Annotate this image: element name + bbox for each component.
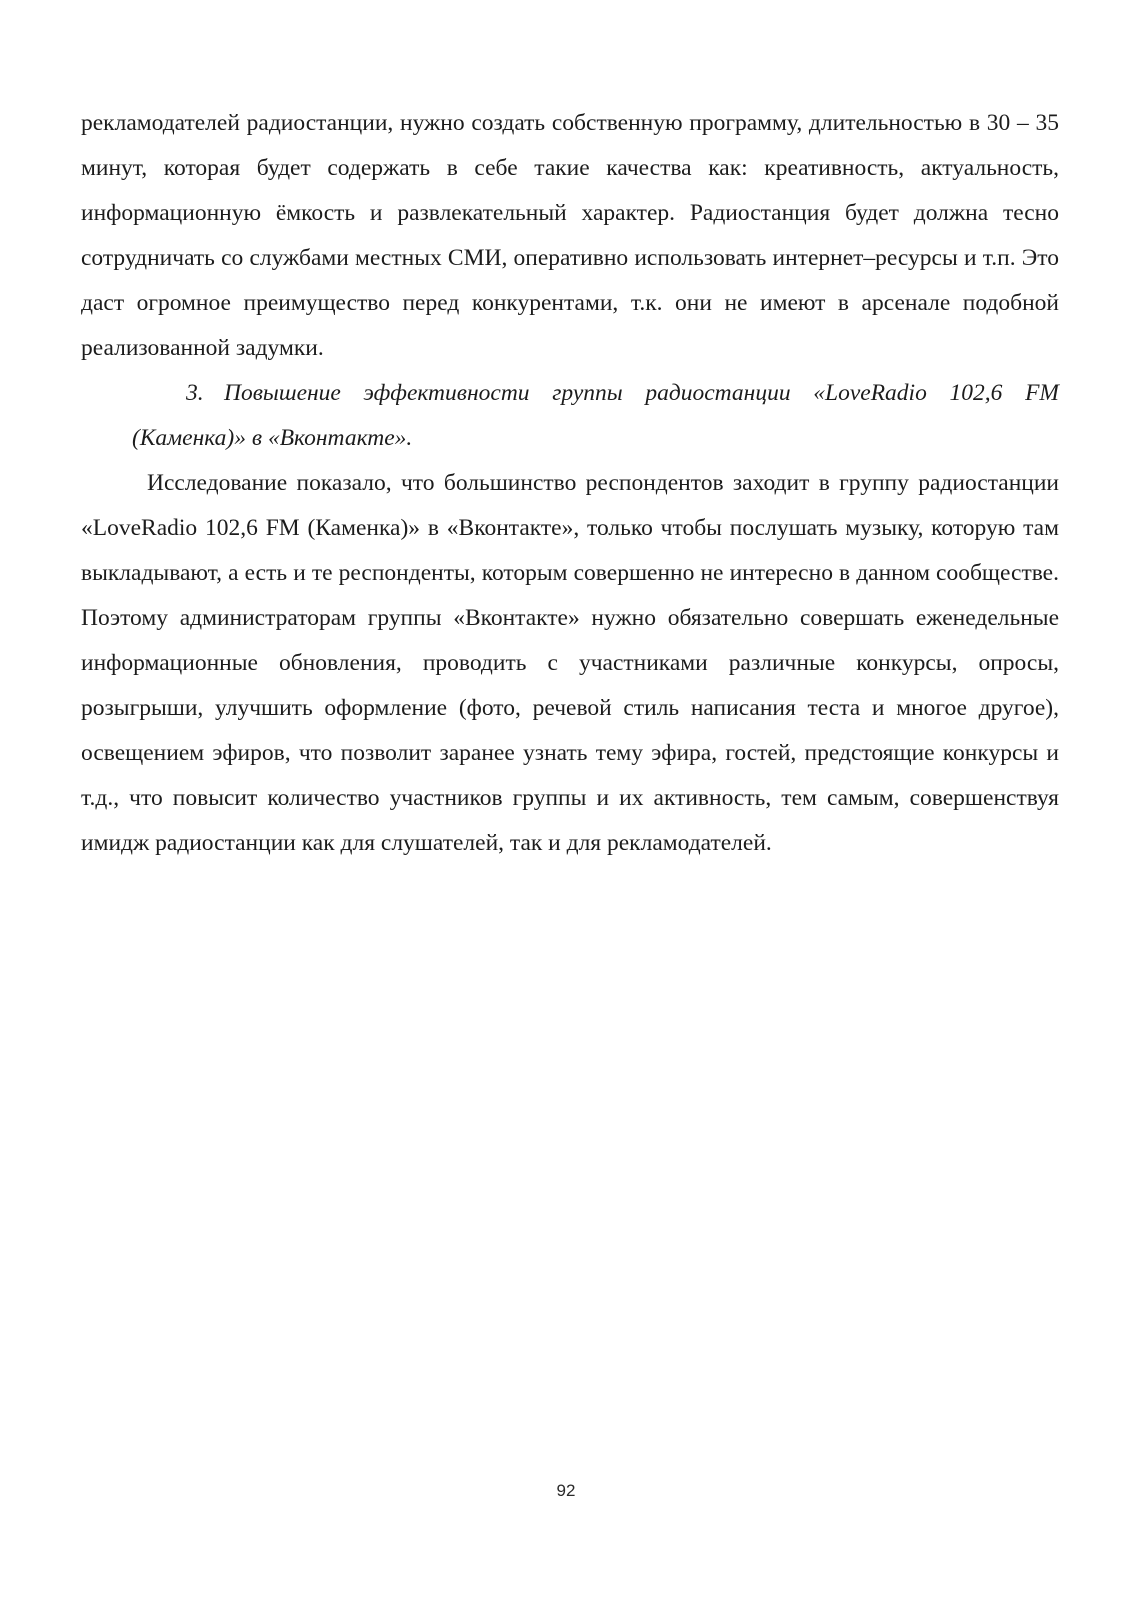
section-heading bbox=[81, 371, 1059, 461]
section-number: 3. bbox=[186, 380, 204, 406]
section-title: Повышение эффективности группы радиостанции «LoveRadio 102,6 FM (Каменка)» в «Вконтакте». bbox=[132, 380, 1059, 451]
document-body bbox=[81, 101, 1059, 866]
paragraph-continuation: рекламодателей радиостанции, нужно создать собственную программу, длительностью в 30 – 35 минут, которая будет содержать в себе такие качества как: креативность, актуальность, информационную ёмкость и развлекательный характер. Радиостанция будет должна тесно сотрудничать со службами местных СМИ, оперативно использовать интернет–ресурсы и т.п. Это даст огромное преимущество перед конкурентами, т.к. они не имеют в арсенале подобной реализованной задумки. bbox=[81, 110, 1059, 361]
page-number: 92 bbox=[556, 1481, 576, 1500]
paragraph-research: Исследование показало, что большинство респондентов заходит в группу радиостанции «LoveRadio 102,6 FM (Каменка)» в «Вконтакте», только чтобы послушать музыку, которую там выкладывают, а есть и те респонденты, которым совершенно не интересно в данном сообществе. Поэтому администраторам группы «Вконтакте» нужно обязательно совершать еженедельные информационные обновления, проводить с участниками различные конкурсы, опросы, розыгрыши, улучшить оформление (фото, речевой стиль написания теста и многое другое), освещением эфиров, что позволит заранее узнать тему эфира, гостей, предстоящие конкурсы и т.д., что повысит количество участников группы и их активность, тем самым, совершенствуя имидж радиостанции как для слушателей, так и для рекламодателей. bbox=[81, 470, 1059, 856]
